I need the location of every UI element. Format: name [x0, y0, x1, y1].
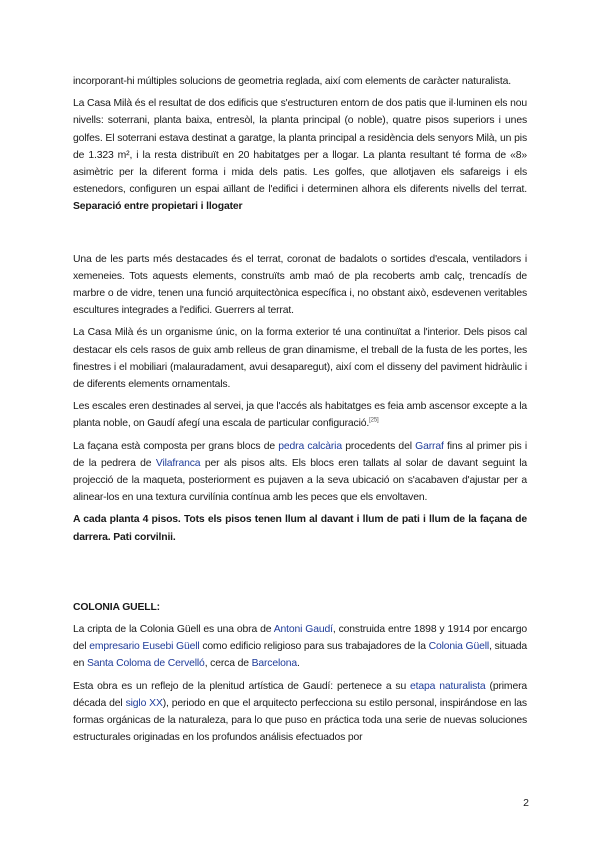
cripta-text-2: , construida entre 1898 y 1914 por encargo del — [73, 624, 527, 653]
etapa-text-1: Esta obra es un reflejo de la plenitud artística de Gaudí: pertenece a su — [73, 680, 411, 692]
paragraph-cripta — [73, 621, 527, 673]
facade-text-2: procedents del — [341, 440, 416, 452]
page-number: 2 — [523, 797, 529, 809]
cripta-text-1: La cripta de la Colonia Güell es una obra de — [73, 624, 274, 636]
facade-text-3: fins al primer pis i de la pedrera de — [73, 440, 527, 469]
page-content — [73, 73, 527, 752]
paragraph-floors-note: A cada planta 4 pisos. Tots els pisos tenen llum al davant i llum de pati i llum de la façana de darrera. Pati corvilnii. — [73, 514, 527, 543]
etapa-text-3: ), periodo en que el arquitecto perfecciona su estilo personal, inspirándose en las formas orgánicas de la naturaleza, para lo que puso en práctica toda una serie de nuevas soluciones estructurales originadas en los profundos análisis efectuados por — [73, 697, 527, 744]
paragraph-intro: incorporant-hi múltiples solucions de geometria reglada, així com elements de caràcter naturalista. — [73, 76, 511, 87]
facade-text-4: per als pisos alts. Els blocs eren tallats al solar de davant seguint la projecció de la maqueta, posteriorment es pujaven a la seva ubicació on s'acabaven d'ajustar per a alinear-los en una textura curvilínia contínua amb les peces que els envoltaven. — [73, 457, 527, 504]
paragraph-interior: La Casa Milà és un organisme únic, on la forma exterior té una continuïtat a l'interior. Dels pisos cal destacar els cels rasos de guix amb relleus de gran dinamisme, el treball de la fusta de les portes, les finestres i el mobiliari (malauradament, avui desaparegut), així com el disseny del paviment hidràulic i de diferents elements ornamentals. — [73, 327, 527, 391]
link-santa-coloma[interactable]: Santa Coloma de Cervelló — [87, 658, 205, 670]
link-etapa-naturalista[interactable]: etapa naturalista — [410, 680, 486, 692]
paragraph-facade — [73, 438, 527, 507]
spacer — [73, 551, 527, 599]
spacer — [73, 221, 527, 251]
link-siglo-xx[interactable]: siglo XX — [125, 697, 163, 709]
etapa-text-2: (primera década del — [73, 680, 528, 709]
link-garraf[interactable]: Garraf — [415, 440, 444, 452]
footnote-reference[interactable]: [25] — [369, 417, 379, 424]
link-eusebi-guell[interactable]: empresario Eusebi Güell — [89, 641, 200, 653]
section-heading-colonia-guell: COLONIA GUELL: — [73, 601, 160, 613]
link-antoni-gaudi[interactable]: Antoni Gaudí — [273, 624, 333, 636]
cripta-text-6: . — [297, 658, 300, 670]
cripta-text-3: como edificio religioso para sus trabajadores de la — [199, 641, 429, 653]
structure-text: La Casa Milà és el resultat de dos edificis que s'estructuren entorn de dos patis que il·luminen els nou nivells: soterrani, planta baixa, entresòl, la planta principal (o noble), quatre pisos superiors i unes golfes. El soterrani estava destinat a garatge, la planta principal a residència dels senyors Milà, un pis de 1.323 m², i la resta distribuït en 20 habitatges per a llogar. La planta resultant té forma de «8» asimètric per la diferent forma i mida dels patis. Les golfes, que allotjaven els safareigs i els estenedors, configuren un espai aïllant de l'edifici i determinen alhora els diferents nivells del terrat. — [73, 98, 527, 196]
stairs-text: Les escales eren destinades al servei, ja que l'accés als habitatges es feia amb ascensor excepte a la planta noble, on Gaudí afegí una escala de particular configuració. — [73, 401, 527, 430]
cripta-text-5: , cerca de — [204, 658, 252, 670]
link-pedra-calcaria[interactable]: pedra calcària — [278, 440, 342, 452]
cripta-text-4: , situada en — [73, 641, 528, 670]
facade-text-1: La façana està composta per grans blocs de — [73, 440, 279, 452]
link-barcelona[interactable]: Barcelona — [251, 658, 298, 670]
structure-note: Separació entre propietari i llogater — [73, 201, 243, 213]
paragraph-casa-mila-structure — [73, 95, 527, 215]
paragraph-stairs — [73, 398, 527, 432]
paragraph-terrace: Una de les parts més destacades és el terrat, coronat de badalots o sortides d'escala, ventiladors i xemeneies. Tots aquests elements, construïts amb maó de pla recoberts amb calç, trencadís de marbre o de vidre, tenen una funció arquitectònica específica i, no obstant això, esdevenen veritables escultures integrades a l'edifici. Guerrers al terrat. — [73, 253, 527, 317]
link-colonia-guell[interactable]: Colonia Güell — [428, 641, 490, 653]
link-vilafranca[interactable]: Vilafranca — [155, 457, 201, 469]
paragraph-etapa-naturalista — [73, 678, 527, 747]
